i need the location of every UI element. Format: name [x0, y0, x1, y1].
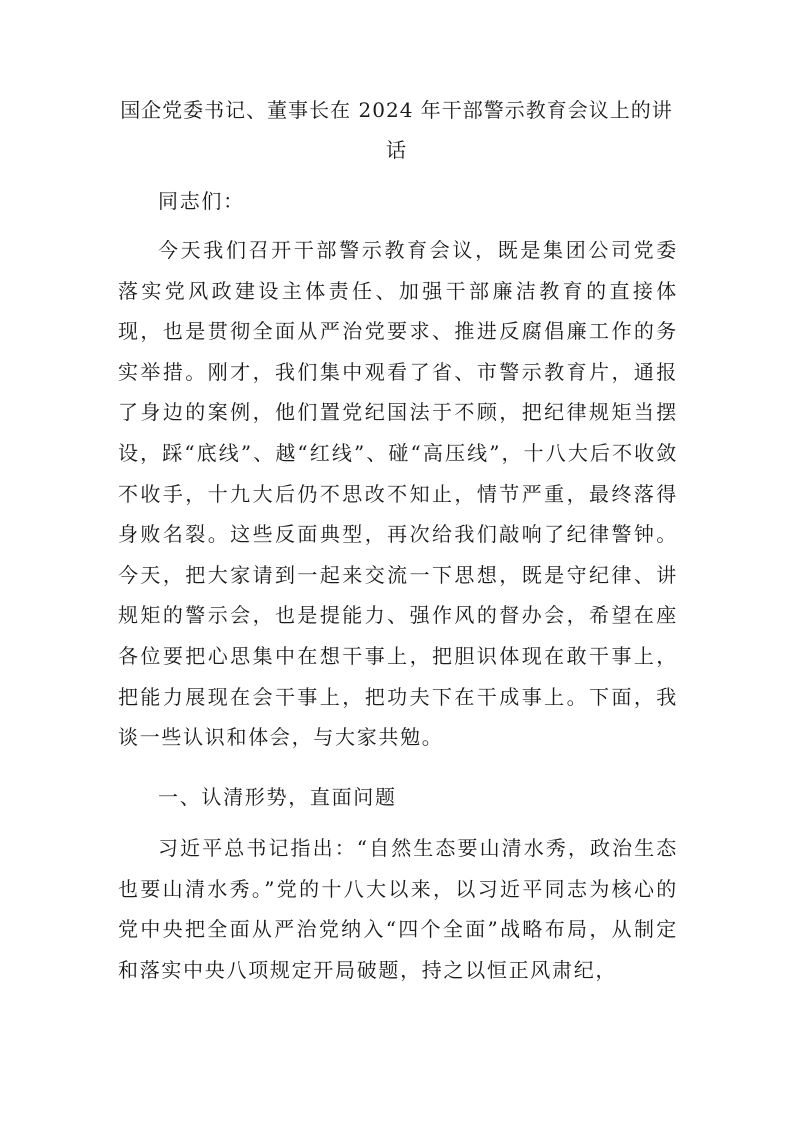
salutation: 同志们：	[158, 189, 245, 213]
document-title: 国企党委书记、董事长在 2024 年干部警示教育会议上的讲话	[120, 98, 673, 162]
body-paragraph-1: 今天我们召开干部警示教育会议，既是集团公司党委落实党风政建设主体责任、加强干部廉洁教育的直接体现，也是贯彻全面从严治党要求、推进反腐倡廉工作的务实举措。刚才，我们集中观看了省、市警示教育片，通报了身边的案例，他们置党纪国法于不顾，把纪律规矩当摆设，踩“底线”、越“红线”、碰“高压线”，十八大后不收敛不收手，十九大后仍不思改不知止，情节严重，最终落得身败名裂。这些反面典型，再次给我们敲响了纪律警钟。今天，把大家请到一起来交流一下思想，既是守纪律、讲规矩的警示会，也是提能力、强作风的督办会，希望在座各位要把心思集中在想干事上，把胆识体现在敢干事上，把能力展现在会干事上，把功夫下在干成事上。下面，我谈一些认识和体会，与大家共勉。	[118, 238, 678, 750]
section-heading-1: 一、认清形势，直面问题	[158, 785, 397, 809]
body-paragraph-2: 习近平总书记指出：“自然生态要山清水秀，政治生态也要山清水秀。”党的十八大以来，以习近平同志为核心的党中央把全面从严治党纳入“四个全面”战略布局，从制定和落实中央八项规定开局破题，持之以恒正风肃纪，	[118, 836, 678, 982]
